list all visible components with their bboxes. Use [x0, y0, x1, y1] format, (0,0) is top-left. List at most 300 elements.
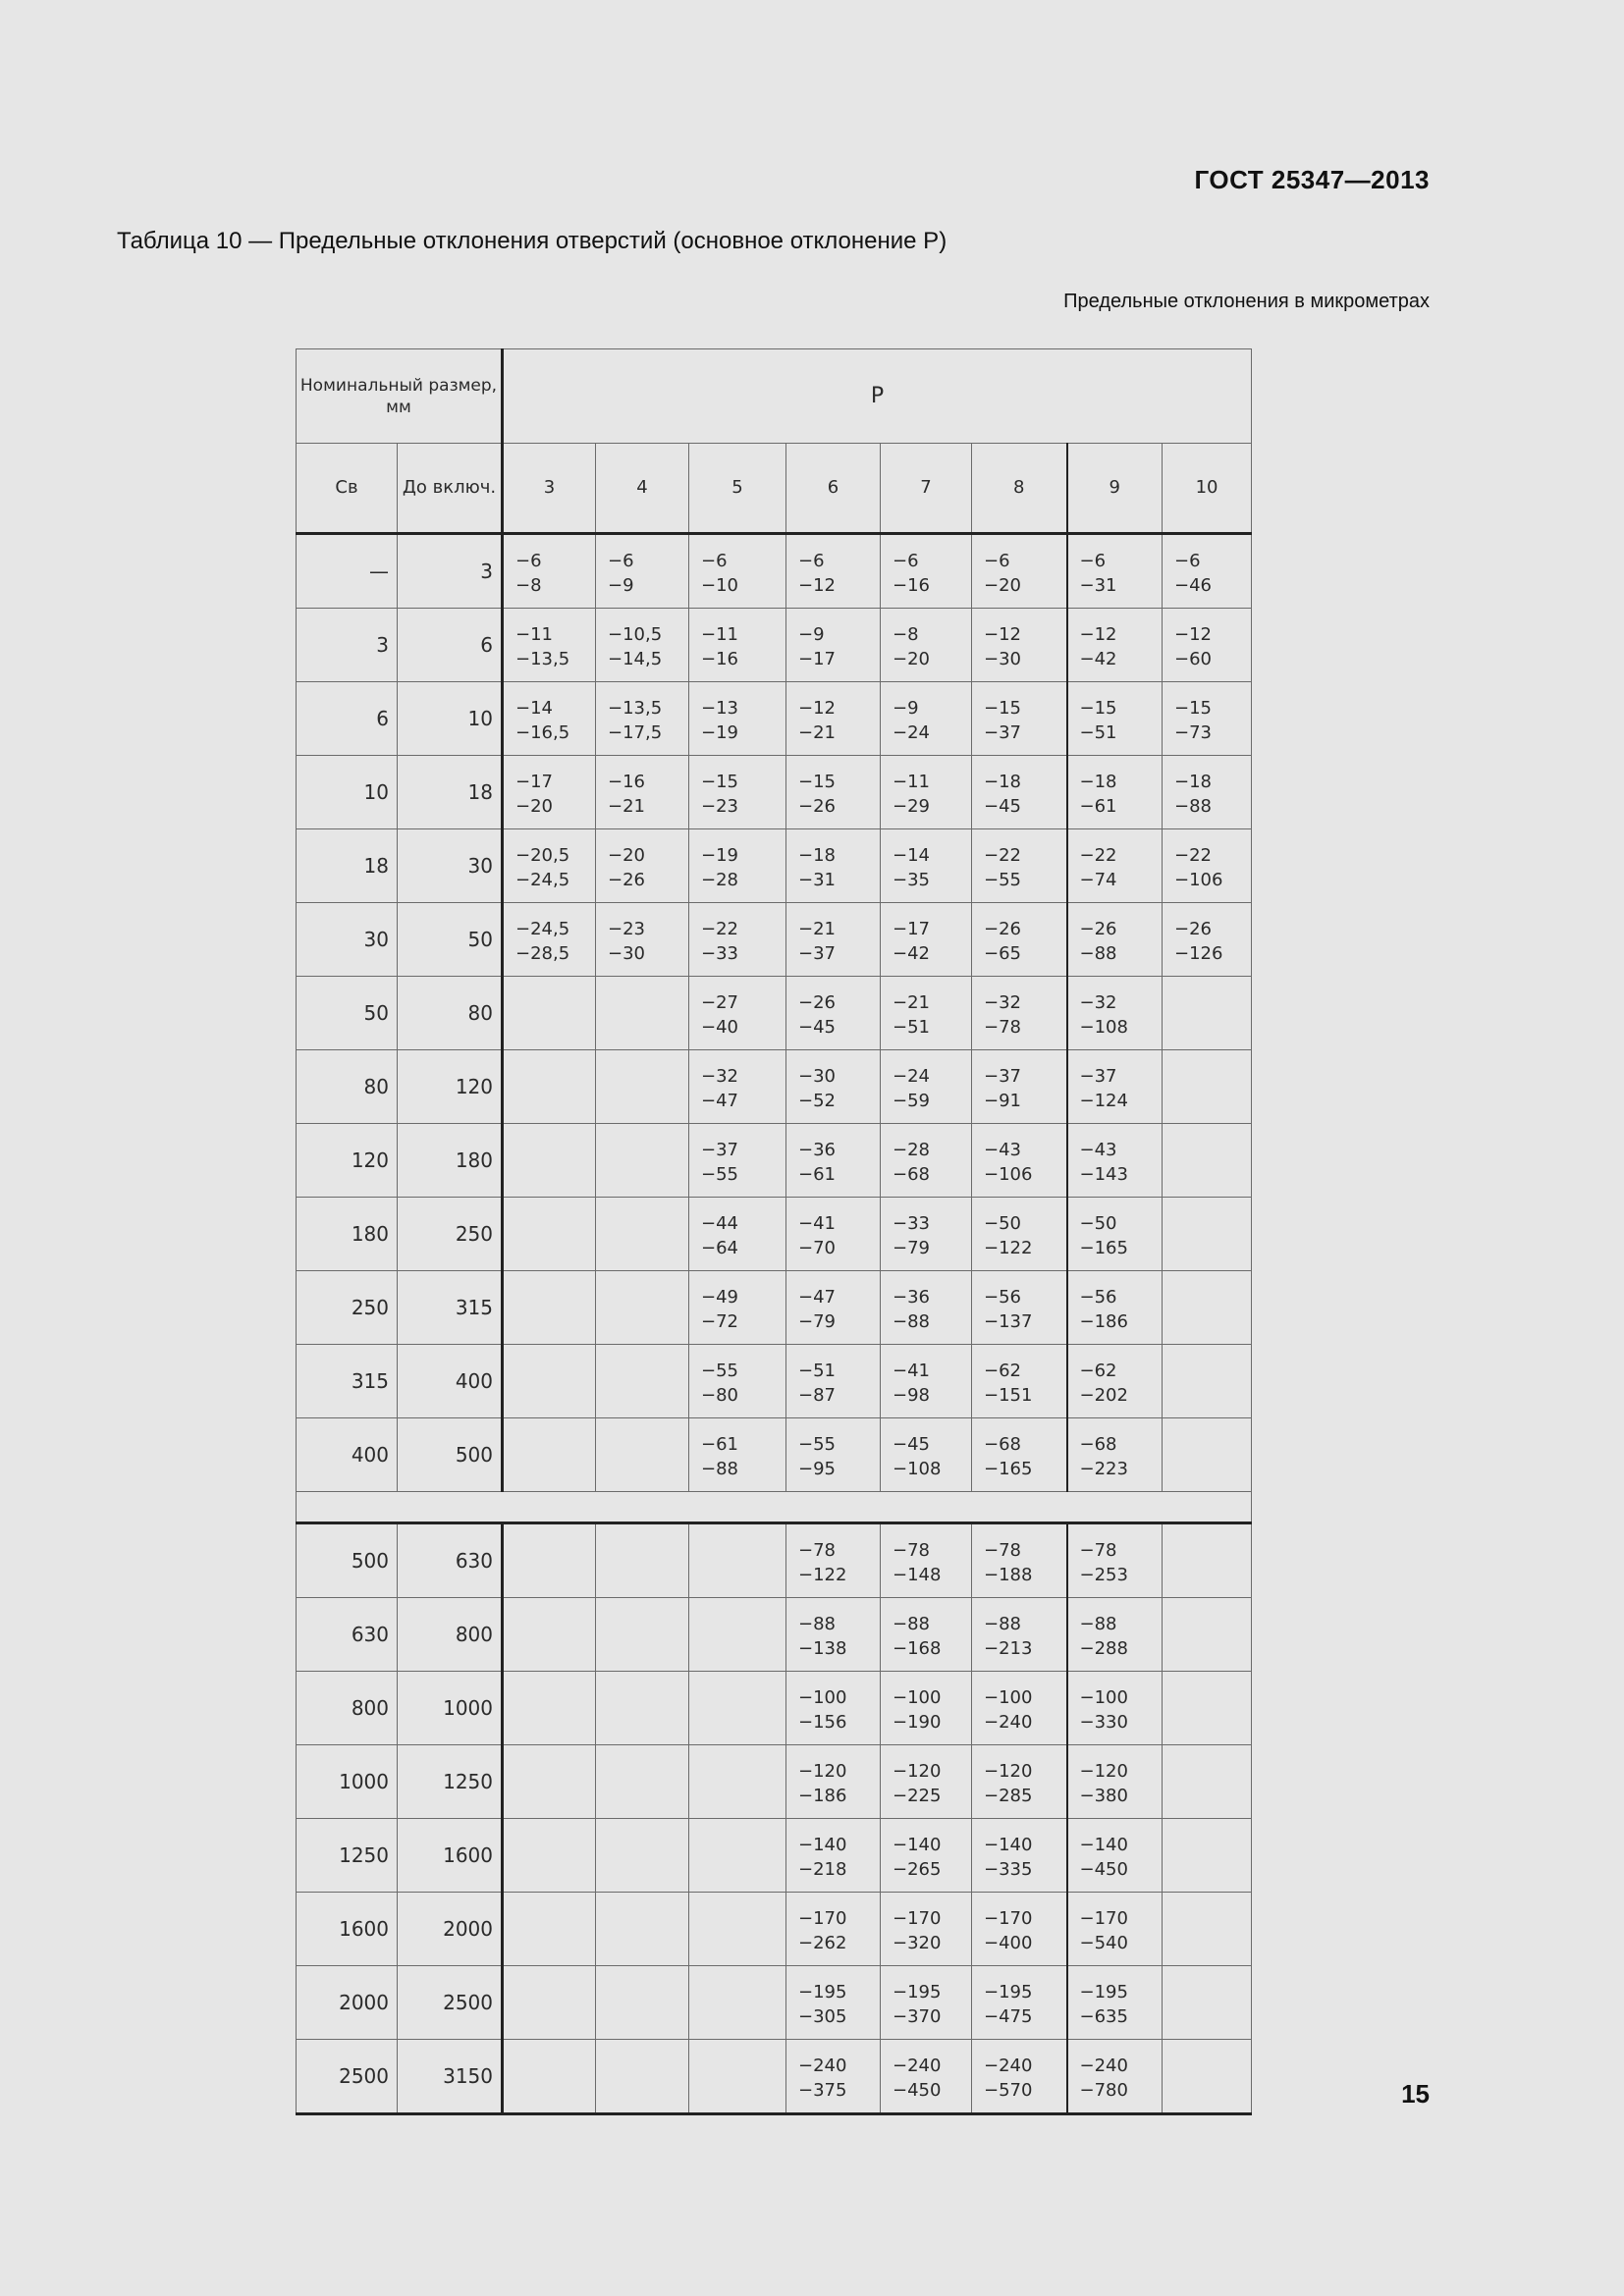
- deviation-cell: [689, 1271, 786, 1345]
- lower-deviation: −288: [1079, 1638, 1128, 1659]
- deviation-cell: [689, 609, 786, 682]
- lower-deviation: −13,5: [515, 649, 570, 669]
- upper-deviation: −20,5: [515, 845, 570, 866]
- lower-deviation: −218: [798, 1859, 847, 1880]
- size-to: 630: [398, 1523, 503, 1598]
- upper-deviation: −100: [798, 1687, 847, 1708]
- upper-deviation: −15: [701, 772, 738, 792]
- upper-deviation: −37: [1079, 1066, 1117, 1087]
- lower-deviation: −223: [1079, 1459, 1128, 1479]
- table-separator-row: [297, 1492, 1252, 1523]
- deviation-cell: [1163, 1124, 1252, 1198]
- lower-deviation: −540: [1079, 1933, 1128, 1953]
- upper-deviation: −55: [701, 1361, 738, 1381]
- upper-deviation: −100: [1079, 1687, 1128, 1708]
- deviation-cell: [503, 1418, 596, 1492]
- deviation-cell: [1163, 609, 1252, 682]
- upper-deviation: −88: [984, 1614, 1021, 1634]
- deviation-cell: [596, 1198, 689, 1271]
- table-row: [297, 1418, 1252, 1492]
- deviation-cell: [881, 829, 972, 903]
- deviation-cell: [881, 1124, 972, 1198]
- lower-deviation: −74: [1079, 870, 1117, 890]
- upper-deviation: −120: [798, 1761, 847, 1782]
- upper-deviation: −6: [984, 551, 1010, 571]
- upper-deviation: −195: [798, 1982, 847, 2002]
- upper-deviation: −15: [798, 772, 836, 792]
- size-to: 2500: [398, 1966, 503, 2040]
- lower-deviation: −780: [1079, 2080, 1128, 2101]
- upper-deviation: −100: [984, 1687, 1033, 1708]
- lower-deviation: −106: [984, 1164, 1033, 1185]
- upper-deviation: −26: [1079, 919, 1117, 939]
- deviation-cell: [881, 1672, 972, 1745]
- deviation-cell: [689, 682, 786, 756]
- deviation-cell: [786, 1271, 881, 1345]
- lower-deviation: −400: [984, 1933, 1033, 1953]
- lower-deviation: −68: [893, 1164, 930, 1185]
- upper-deviation: −22: [984, 845, 1021, 866]
- lower-deviation: −375: [798, 2080, 847, 2101]
- upper-deviation: −62: [984, 1361, 1021, 1381]
- grade-header: 7: [881, 444, 972, 534]
- lower-deviation: −35: [893, 870, 930, 890]
- lower-deviation: −65: [984, 943, 1021, 964]
- table-row: [297, 1893, 1252, 1966]
- upper-deviation: −32: [701, 1066, 738, 1087]
- deviation-cell: [1067, 903, 1163, 977]
- deviation-cell: [503, 534, 596, 609]
- deviation-cell: [503, 1966, 596, 2040]
- size-to: 1600: [398, 1819, 503, 1893]
- lower-deviation: −20: [893, 649, 930, 669]
- deviation-cell: [503, 609, 596, 682]
- table-row: [297, 1345, 1252, 1418]
- size-to: 180: [398, 1124, 503, 1198]
- lower-deviation: −26: [608, 870, 645, 890]
- upper-deviation: −68: [984, 1434, 1021, 1455]
- lower-deviation: −51: [1079, 722, 1117, 743]
- lower-deviation: −21: [798, 722, 836, 743]
- deviation-cell: [786, 1523, 881, 1598]
- deviation-cell: [1067, 1124, 1163, 1198]
- upper-deviation: −8: [893, 624, 919, 645]
- upper-deviation: −6: [515, 551, 542, 571]
- deviation-cell: [1067, 2040, 1163, 2114]
- lower-deviation: −9: [608, 575, 634, 596]
- lower-deviation: −95: [798, 1459, 836, 1479]
- deviation-cell: [972, 829, 1067, 903]
- upper-deviation: −78: [798, 1540, 836, 1561]
- deviation-cell: [881, 1893, 972, 1966]
- upper-deviation: −170: [984, 1908, 1033, 1929]
- upper-deviation: −140: [893, 1835, 942, 1855]
- deviation-cell: [972, 609, 1067, 682]
- deviation-cell: [596, 1523, 689, 1598]
- deviation-cell: [881, 609, 972, 682]
- lower-deviation: −168: [893, 1638, 942, 1659]
- lower-deviation: −370: [893, 2006, 942, 2027]
- deviation-cell: [881, 2040, 972, 2114]
- size-to: 120: [398, 1050, 503, 1124]
- size-from: 120: [297, 1124, 398, 1198]
- lower-deviation: −148: [893, 1565, 942, 1585]
- deviation-cell: [1163, 534, 1252, 609]
- deviation-cell: [689, 1893, 786, 1966]
- deviation-cell: [1163, 829, 1252, 903]
- lower-deviation: −24: [893, 722, 930, 743]
- deviation-cell: [881, 1523, 972, 1598]
- table-row: [297, 1050, 1252, 1124]
- lower-deviation: −450: [893, 2080, 942, 2101]
- deviation-cell: [596, 977, 689, 1050]
- size-to: 1250: [398, 1745, 503, 1819]
- col-to-header: До включ.: [398, 444, 503, 534]
- upper-deviation: −37: [984, 1066, 1021, 1087]
- upper-deviation: −43: [1079, 1140, 1117, 1160]
- deviation-cell: [503, 1598, 596, 1672]
- deviation-cell: [881, 756, 972, 829]
- deviation-cell: [689, 1050, 786, 1124]
- lower-deviation: −335: [984, 1859, 1033, 1880]
- lower-deviation: −165: [984, 1459, 1033, 1479]
- table-row: [297, 1198, 1252, 1271]
- lower-deviation: −165: [1079, 1238, 1128, 1258]
- deviation-cell: [786, 609, 881, 682]
- upper-deviation: −50: [984, 1213, 1021, 1234]
- deviation-cell: [786, 534, 881, 609]
- upper-deviation: −120: [893, 1761, 942, 1782]
- deviation-cell: [1163, 1819, 1252, 1893]
- lower-deviation: −10: [701, 575, 738, 596]
- deviation-cell: [881, 977, 972, 1050]
- lower-deviation: −320: [893, 1933, 942, 1953]
- deviation-cell: [881, 534, 972, 609]
- upper-deviation: −140: [1079, 1835, 1128, 1855]
- lower-deviation: −151: [984, 1385, 1033, 1406]
- lower-deviation: −29: [893, 796, 930, 817]
- upper-deviation: −43: [984, 1140, 1021, 1160]
- deviation-cell: [596, 1672, 689, 1745]
- deviation-cell: [972, 682, 1067, 756]
- lower-deviation: −126: [1174, 943, 1223, 964]
- table-row: [297, 534, 1252, 609]
- deviation-cell: [972, 756, 1067, 829]
- deviation-cell: [503, 1672, 596, 1745]
- size-from: 250: [297, 1271, 398, 1345]
- table-row: [297, 829, 1252, 903]
- upper-deviation: −10,5: [608, 624, 663, 645]
- size-from: 2500: [297, 2040, 398, 2114]
- deviation-cell: [1163, 1598, 1252, 1672]
- deviation-cell: [1067, 1050, 1163, 1124]
- size-from: 1600: [297, 1893, 398, 1966]
- size-to: 18: [398, 756, 503, 829]
- upper-deviation: −14: [515, 698, 553, 719]
- separator-cell: [297, 1492, 1252, 1523]
- upper-deviation: −88: [1079, 1614, 1117, 1634]
- deviation-cell: [786, 903, 881, 977]
- lower-deviation: −213: [984, 1638, 1033, 1659]
- upper-deviation: −41: [893, 1361, 930, 1381]
- lower-deviation: −143: [1079, 1164, 1128, 1185]
- deviation-cell: [596, 1271, 689, 1345]
- deviation-cell: [596, 609, 689, 682]
- deviation-cell: [689, 1672, 786, 1745]
- lower-deviation: −47: [701, 1091, 738, 1111]
- deviation-cell: [972, 534, 1067, 609]
- size-to: 80: [398, 977, 503, 1050]
- upper-deviation: −120: [984, 1761, 1033, 1782]
- upper-deviation: −21: [798, 919, 836, 939]
- lower-deviation: −33: [701, 943, 738, 964]
- upper-deviation: −23: [608, 919, 645, 939]
- deviation-cell: [881, 1271, 972, 1345]
- upper-deviation: −36: [893, 1287, 930, 1308]
- nominal-size-header: Номинальный размер, мм: [297, 349, 503, 444]
- deviation-cell: [786, 1966, 881, 2040]
- deviation-cell: [1163, 1966, 1252, 2040]
- upper-deviation: −15: [1079, 698, 1117, 719]
- lower-deviation: −24,5: [515, 870, 570, 890]
- upper-deviation: −195: [1079, 1982, 1128, 2002]
- lower-deviation: −122: [798, 1565, 847, 1585]
- deviation-cell: [1067, 1345, 1163, 1418]
- lower-deviation: −40: [701, 1017, 738, 1038]
- lower-deviation: −91: [984, 1091, 1021, 1111]
- upper-deviation: −140: [798, 1835, 847, 1855]
- deviation-cell: [503, 2040, 596, 2114]
- deviation-cell: [689, 1198, 786, 1271]
- size-to: 250: [398, 1198, 503, 1271]
- deviation-cell: [689, 1745, 786, 1819]
- deviation-cell: [689, 756, 786, 829]
- upper-deviation: −49: [701, 1287, 738, 1308]
- lower-deviation: −51: [893, 1017, 930, 1038]
- lower-deviation: −570: [984, 2080, 1033, 2101]
- upper-deviation: −33: [893, 1213, 930, 1234]
- deviation-cell: [689, 1124, 786, 1198]
- grade-header: 3: [503, 444, 596, 534]
- upper-deviation: −32: [984, 992, 1021, 1013]
- deviation-cell: [1067, 1598, 1163, 1672]
- deviation-cell: [1067, 1198, 1163, 1271]
- upper-deviation: −15: [1174, 698, 1212, 719]
- deviation-cell: [503, 1198, 596, 1271]
- deviation-cell: [503, 829, 596, 903]
- upper-deviation: −13,5: [608, 698, 663, 719]
- upper-deviation: −44: [701, 1213, 738, 1234]
- upper-deviation: −26: [1174, 919, 1212, 939]
- deviation-cell: [1163, 1050, 1252, 1124]
- deviation-cell: [596, 534, 689, 609]
- deviation-cell: [972, 2040, 1067, 2114]
- upper-deviation: −14: [893, 845, 930, 866]
- deviation-cell: [596, 1819, 689, 1893]
- lower-deviation: −108: [1079, 1017, 1128, 1038]
- deviation-cell: [786, 682, 881, 756]
- deviation-cell: [596, 1598, 689, 1672]
- deviation-cell: [972, 1271, 1067, 1345]
- lower-deviation: −262: [798, 1933, 847, 1953]
- lower-deviation: −17: [798, 649, 836, 669]
- lower-deviation: −37: [798, 943, 836, 964]
- deviation-cell: [786, 977, 881, 1050]
- deviation-cell: [1163, 1418, 1252, 1492]
- size-to: 800: [398, 1598, 503, 1672]
- table-row: [297, 1672, 1252, 1745]
- upper-deviation: −22: [701, 919, 738, 939]
- deviation-cell: [689, 977, 786, 1050]
- upper-deviation: −6: [798, 551, 825, 571]
- deviation-cell: [596, 1966, 689, 2040]
- lower-deviation: −42: [893, 943, 930, 964]
- deviation-cell: [503, 1523, 596, 1598]
- lower-deviation: −186: [798, 1786, 847, 1806]
- deviation-cell: [503, 1124, 596, 1198]
- upper-deviation: −240: [1079, 2056, 1128, 2076]
- deviation-cell: [1067, 977, 1163, 1050]
- upper-deviation: −78: [893, 1540, 930, 1561]
- upper-deviation: −12: [798, 698, 836, 719]
- lower-deviation: −55: [701, 1164, 738, 1185]
- deviation-cell: [1163, 1271, 1252, 1345]
- deviation-cell: [1163, 1198, 1252, 1271]
- deviation-cell: [1067, 1672, 1163, 1745]
- deviation-cell: [1067, 609, 1163, 682]
- upper-deviation: −17: [515, 772, 553, 792]
- upper-deviation: −170: [798, 1908, 847, 1929]
- deviation-cell: [689, 1598, 786, 1672]
- upper-deviation: −24,5: [515, 919, 570, 939]
- size-from: 180: [297, 1198, 398, 1271]
- upper-deviation: −18: [984, 772, 1021, 792]
- deviation-cell: [596, 756, 689, 829]
- lower-deviation: −108: [893, 1459, 942, 1479]
- deviation-cell: [881, 682, 972, 756]
- lower-deviation: −52: [798, 1091, 836, 1111]
- size-from: 500: [297, 1523, 398, 1598]
- deviation-table: [296, 348, 1252, 2115]
- lower-deviation: −21: [608, 796, 645, 817]
- deviation-cell: [503, 1050, 596, 1124]
- upper-deviation: −61: [701, 1434, 738, 1455]
- upper-deviation: −62: [1079, 1361, 1117, 1381]
- upper-deviation: −20: [608, 845, 645, 866]
- deviation-cell: [596, 1418, 689, 1492]
- grade-header: 4: [596, 444, 689, 534]
- upper-deviation: −18: [1079, 772, 1117, 792]
- lower-deviation: −80: [701, 1385, 738, 1406]
- deviation-cell: [689, 534, 786, 609]
- lower-deviation: −59: [893, 1091, 930, 1111]
- deviation-cell: [503, 682, 596, 756]
- deviation-cell: [503, 1345, 596, 1418]
- deviation-cell: [786, 1745, 881, 1819]
- upper-deviation: −120: [1079, 1761, 1128, 1782]
- table-row: [297, 903, 1252, 977]
- deviation-cell: [786, 1124, 881, 1198]
- upper-deviation: −170: [893, 1908, 942, 1929]
- lower-deviation: −78: [984, 1017, 1021, 1038]
- size-from: 6: [297, 682, 398, 756]
- upper-deviation: −6: [701, 551, 728, 571]
- table-row: [297, 1598, 1252, 1672]
- deviation-symbol-header: P: [503, 349, 1252, 444]
- deviation-cell: [1163, 977, 1252, 1050]
- upper-deviation: −47: [798, 1287, 836, 1308]
- deviation-cell: [1067, 682, 1163, 756]
- upper-deviation: −11: [893, 772, 930, 792]
- deviation-cell: [689, 903, 786, 977]
- size-from: 10: [297, 756, 398, 829]
- upper-deviation: −12: [1079, 624, 1117, 645]
- deviation-cell: [1163, 1345, 1252, 1418]
- upper-deviation: −6: [1174, 551, 1201, 571]
- deviation-cell: [1067, 1745, 1163, 1819]
- table-row: [297, 977, 1252, 1050]
- deviation-cell: [503, 1271, 596, 1345]
- page-number: 15: [1401, 2079, 1430, 2109]
- deviation-cell: [881, 1050, 972, 1124]
- lower-deviation: −285: [984, 1786, 1033, 1806]
- table-row: [297, 1124, 1252, 1198]
- deviation-cell: [689, 2040, 786, 2114]
- deviation-cell: [503, 1893, 596, 1966]
- size-from: 30: [297, 903, 398, 977]
- size-to: 50: [398, 903, 503, 977]
- upper-deviation: −32: [1079, 992, 1117, 1013]
- lower-deviation: −45: [798, 1017, 836, 1038]
- deviation-cell: [972, 1050, 1067, 1124]
- table-row: [297, 1966, 1252, 2040]
- size-from: 630: [297, 1598, 398, 1672]
- deviation-cell: [972, 1124, 1067, 1198]
- deviation-cell: [972, 1598, 1067, 1672]
- upper-deviation: −56: [1079, 1287, 1117, 1308]
- upper-deviation: −22: [1174, 845, 1212, 866]
- lower-deviation: −225: [893, 1786, 942, 1806]
- size-to: 10: [398, 682, 503, 756]
- deviation-cell: [1163, 903, 1252, 977]
- deviation-cell: [596, 903, 689, 977]
- upper-deviation: −24: [893, 1066, 930, 1087]
- lower-deviation: −45: [984, 796, 1021, 817]
- lower-deviation: −31: [798, 870, 836, 890]
- upper-deviation: −88: [798, 1614, 836, 1634]
- upper-deviation: −27: [701, 992, 738, 1013]
- col-from-header: Св: [297, 444, 398, 534]
- lower-deviation: −16,5: [515, 722, 570, 743]
- lower-deviation: −137: [984, 1311, 1033, 1332]
- size-from: 18: [297, 829, 398, 903]
- lower-deviation: −28,5: [515, 943, 570, 964]
- lower-deviation: −156: [798, 1712, 847, 1733]
- deviation-cell: [972, 1672, 1067, 1745]
- lower-deviation: −305: [798, 2006, 847, 2027]
- deviation-cell: [881, 1819, 972, 1893]
- deviation-cell: [786, 1418, 881, 1492]
- upper-deviation: −78: [984, 1540, 1021, 1561]
- lower-deviation: −73: [1174, 722, 1212, 743]
- deviation-cell: [972, 1745, 1067, 1819]
- deviation-cell: [689, 829, 786, 903]
- upper-deviation: −50: [1079, 1213, 1117, 1234]
- deviation-cell: [786, 1345, 881, 1418]
- size-to: 3: [398, 534, 503, 609]
- size-to: 3150: [398, 2040, 503, 2114]
- lower-deviation: −37: [984, 722, 1021, 743]
